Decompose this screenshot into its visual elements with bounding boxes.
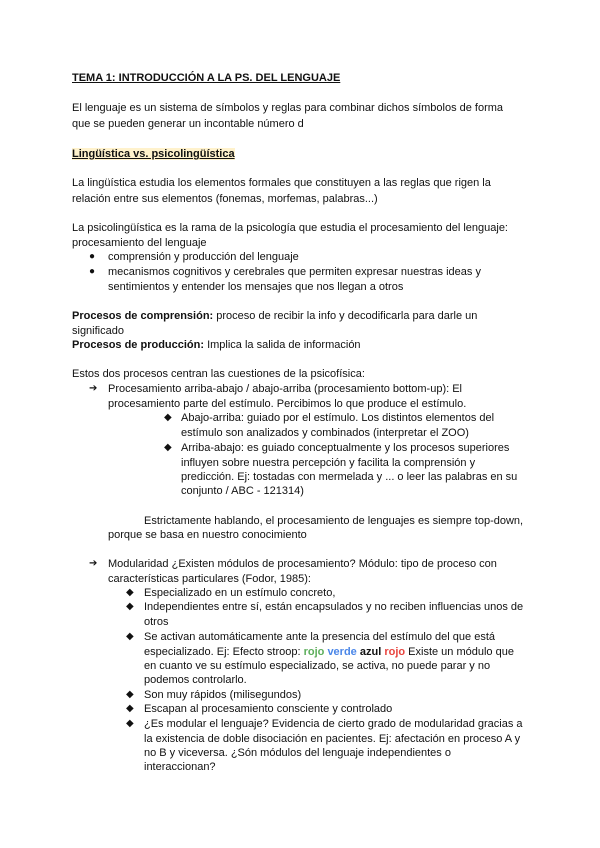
mod-item-6-line-3: no B y viceversa. ¿Són módulos del lenguaje independientes o	[144, 747, 451, 759]
abajo-arriba-line-1: Abajo-arriba: guiado por el estímulo. Los distintos elementos del	[181, 412, 495, 424]
mod-item-2-line-2: otros	[144, 616, 169, 628]
mod-item-2-line-1: Independientes entre sí, están encapsulados y no reciben influencias unos de	[144, 601, 524, 613]
mod-item-6-line-2: la existencia de doble disociación en pacientes. Ej: afectación en proceso A y	[144, 733, 521, 745]
mod-item-1: Especializado en un estímulo concreto,	[144, 587, 336, 599]
arrow1-line-2: procesamiento parte del estímulo. Percibimos lo que produce el estímulo.	[108, 398, 467, 410]
stroop-word-azul-dark: azul	[359, 646, 382, 658]
mod-item-3-line-3: en cuanto ve su estímulo especializado, se activa, no puede parar y no	[144, 660, 491, 672]
intro-line-1: El lenguaje es un sistema de símbolos y reglas para combinar dichos símbolos de forma	[72, 102, 504, 114]
bullet-item-2-line-1: mecanismos cognitivos y cerebrales que permiten expresar nuestras ideas y	[108, 266, 481, 278]
mod-item-3-line-2	[144, 645, 514, 659]
section-title	[72, 147, 235, 161]
arrow2-line-1: Modularidad ¿Existen módulos de procesamiento? Módulo: tipo de proceso con	[108, 558, 497, 570]
estrictamente-line-2: porque se basa en nuestro conocimiento	[108, 529, 307, 541]
produccion-label: Procesos de producción:	[72, 339, 205, 351]
mod-item-6-line-1: ¿Es modular el lenguaje? Evidencia de cierto grado de modularidad gracias a	[144, 718, 523, 730]
linguistica-line-2: relación entre sus elementos (fonemas, morfemas, palabras...)	[72, 193, 378, 205]
mod-item-3-line-4: podemos controlarlo.	[144, 674, 247, 686]
mod-item-3-line-1: Se activan automáticamente ante la presencia del estímulo del que está	[144, 631, 495, 643]
arrow-icon: ➔	[89, 558, 98, 569]
estrictamente-line-1: Estrictamente hablando, el procesamiento de lenguajes es siempre top-down,	[144, 515, 524, 527]
estos-line: Estos dos procesos centran las cuestiones de la psicofísica:	[72, 368, 365, 380]
mod-item-5: Escapan al procesamiento consciente y controlado	[144, 703, 393, 715]
psicolinguistica-line-1: La psicolingüística es la rama de la psicología que estudia el procesamiento del lenguaje:	[72, 222, 508, 234]
diamond-icon: ◆	[164, 412, 172, 423]
stroop-suffix: Existe un módulo que	[405, 646, 514, 658]
page-title: TEMA 1: INTRODUCCIÓN A LA PS. DEL LENGUAJE	[72, 72, 341, 84]
comprension-label: Procesos de comprensión:	[72, 310, 214, 322]
diamond-icon: ◆	[126, 718, 134, 729]
arriba-abajo-line-2: influyen sobre nuestra percepción y facilita la comprensión y	[181, 457, 476, 469]
diamond-icon: ◆	[126, 689, 134, 700]
diamond-icon: ◆	[126, 587, 134, 598]
bullet-icon: ●	[89, 251, 96, 262]
comprension-text: proceso de recibir la info y decodificarla para darle un	[213, 310, 478, 322]
arrow1-line-1: Procesamiento arriba-abajo / abajo-arriba (procesamiento bottom-up): El	[108, 383, 463, 395]
produccion-line	[72, 338, 361, 352]
stroop-word-rojo-green: rojo	[303, 646, 325, 658]
stroop-word-verde-blue: verde	[327, 646, 357, 658]
diamond-icon: ◆	[126, 631, 134, 642]
arriba-abajo-line-1: Arriba-abajo: es guiado conceptualmente y los procesos superiores	[181, 442, 510, 454]
comprension-line-2: significado	[72, 325, 124, 337]
stroop-prefix: especializado. Ej: Efecto stroop:	[144, 646, 304, 658]
arriba-abajo-line-3: predicción. Ej: tostadas con mermelada y ... o leer las palabras en su	[181, 471, 518, 483]
mod-item-6-line-4: interaccionan?	[144, 761, 216, 773]
mod-item-4: Son muy rápidos (milisegundos)	[144, 689, 302, 701]
intro-line-2: que se pueden generar un incontable número d	[72, 118, 304, 130]
arrow-icon: ➔	[89, 383, 98, 394]
stroop-word-rojo-red: rojo	[384, 646, 406, 658]
psicolinguistica-line-2: procesamiento del lenguaje	[72, 237, 207, 249]
diamond-icon: ◆	[126, 703, 134, 714]
diamond-icon: ◆	[164, 442, 172, 453]
bullet-item-2-line-2: sentimientos y entender los mensajes que nos llegan a otros	[108, 281, 404, 293]
section-title-text: Lingüística vs. psicolingüística	[72, 148, 235, 160]
arrow2-line-2: características particulares (Fodor, 1985):	[108, 573, 311, 585]
arriba-abajo-line-4: conjunto / ABC - 121314)	[181, 485, 304, 497]
comprension-line-1	[72, 309, 477, 323]
bullet-item-1: comprensión y producción del lenguaje	[108, 251, 299, 263]
diamond-icon: ◆	[126, 601, 134, 612]
abajo-arriba-line-2: estímulo son analizados y combinados (interpretar el ZOO)	[181, 427, 469, 439]
bullet-icon: ●	[89, 266, 96, 277]
linguistica-line-1: La lingüística estudia los elementos formales que constituyen a las reglas que rigen la	[72, 177, 491, 189]
produccion-text: Implica la salida de información	[204, 339, 361, 351]
